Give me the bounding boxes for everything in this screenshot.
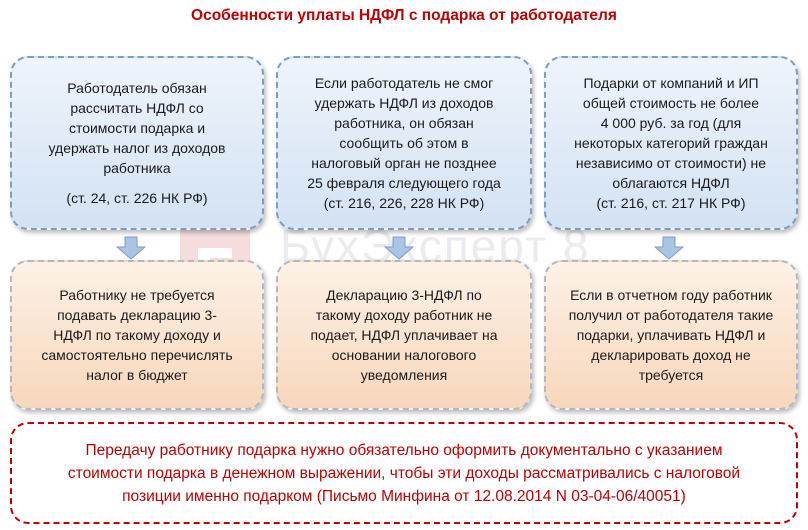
box-employer-could-not-withhold [276,56,532,230]
note-line: позиции именно подарком (Письмо Минфина от 12.08.2014 N 03-04-06/40051) [122,487,686,505]
box-text-line: независимо от стоимости) не [575,155,767,171]
box-text-line: такому доходу работник не [315,307,493,323]
box-text-line: работника, он обязан [334,115,474,131]
down-arrow-icon [384,236,414,260]
box-text-line: декларировать доход не [591,347,751,363]
diagram-title: Особенности уплаты НДФЛ с подарка от работодателя [191,7,617,24]
box-text-line: сообщить об этом в [339,135,469,151]
box-text-line: уведомления [360,367,448,383]
box-text-line: удержать НДФЛ из доходов [314,95,494,111]
box-no-declaration-needed [10,260,264,410]
box-text-line: облагаются НДФЛ [612,175,730,191]
box-text-line: рассчитать НДФЛ со [70,100,204,116]
box-text-line: основании налогового [331,347,477,363]
box-no-tax-no-declaration [544,260,798,410]
box-text-line: стоимости подарка и [68,120,206,136]
box-text-line: Работодатель обязан [67,80,207,96]
box-reference: (ст. 216, ст. 217 НК РФ) [596,195,746,211]
box-text-line: работника [103,160,171,176]
documentation-note [10,422,798,524]
box-text-line: Работнику не требуется [59,287,215,303]
box-text-line: подарки, уплачивать НДФЛ и [576,327,766,343]
box-text-line: 25 февраля следующего года [307,175,501,191]
box-text-line: получил от работодателя такие [568,307,774,323]
note-line: Передачу работнику подарка нужно обязательно оформить документально с указанием [85,441,723,459]
box-text-line: подает, НДФЛ уплачивает на [310,327,498,343]
box-text-line: общей стоимость не более [582,95,760,111]
box-text-line: Если в отчетном году работник [570,287,772,303]
box-text-line: Подарки от компаний и ИП [583,75,759,91]
box-text-line: самостоятельно перечислять [41,347,233,363]
box-text-line: НДФЛ по такому доходу и [53,327,221,343]
box-reference: (ст. 24, ст. 226 НК РФ) [66,190,208,206]
box-text-line: требуется [638,367,704,383]
box-text-line: налоговый орган не позднее [311,155,497,171]
box-text-line: подавать декларацию 3- [57,307,217,323]
down-arrow-icon [116,236,146,260]
box-tax-exempt-gifts [544,56,798,230]
box-text-line: удержать налог из доходов [48,140,226,156]
watermark-text: БухЭксперт 8 [280,220,591,272]
box-text-line: некоторых категорий граждан [574,135,768,151]
down-arrow-icon [654,236,684,260]
box-tax-notification [276,260,532,410]
box-text-line: налог в бюджет [86,367,188,383]
box-reference: (ст. 216, 226, 228 НК РФ) [323,195,485,211]
box-text-line: Если работодатель не смог [314,75,494,91]
box-text-line: 4 000 руб. за год (для [600,115,742,131]
box-employer-obligation [10,56,264,230]
box-text-line: Декларацию 3-НДФЛ по [326,287,482,303]
note-line: стоимости подарка в денежном выражении, чтобы эти доходы рассматривались с налоговой [67,464,741,482]
